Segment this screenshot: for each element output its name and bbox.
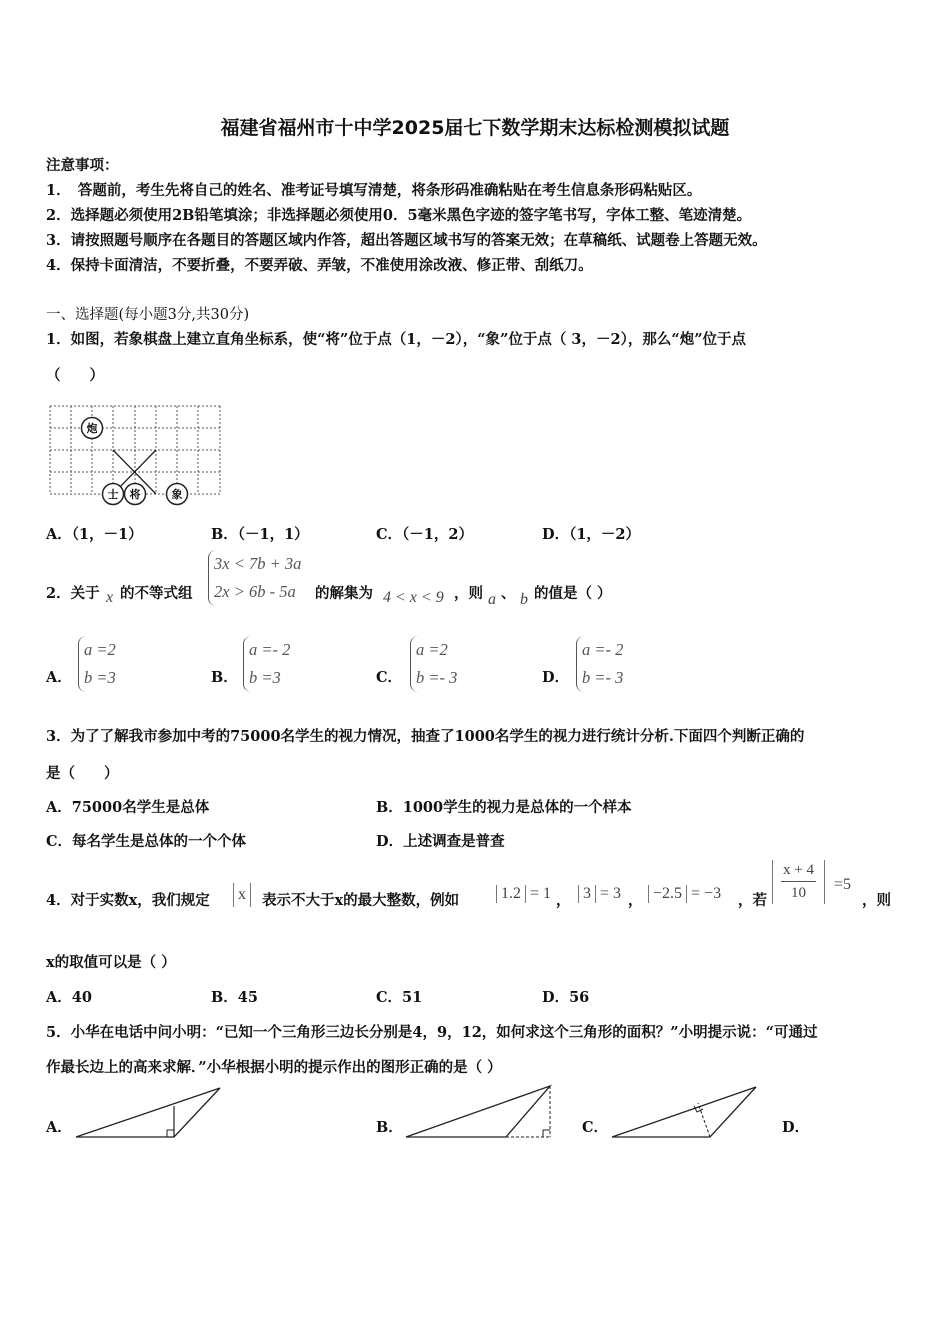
q4-mid: 表示不大于x的最大整数，例如 [262,892,460,909]
q4-option-b: B．45 [211,989,258,1006]
q1-option-d: D．（1，－2） [542,526,641,543]
q5-option-c: C． [582,1119,609,1136]
q2-middle: 的不等式组 [120,585,193,602]
q2-option-a: a =2 b =3 [78,636,116,692]
piece-xiang: 象 [171,488,183,501]
q5-option-b: B． [376,1119,403,1136]
q2-option-d-label: D． [542,669,570,686]
chessboard-figure [50,406,225,502]
q4-floor-x: x [233,883,251,907]
q2-option-d: a =- 2 b =- 3 [576,636,623,692]
q4-example-2: 3 = 3 [578,885,621,903]
section-heading: 一、选择题(每小题3分,共30分) [46,307,250,323]
q3-paren: 是（ ） [46,765,119,782]
q4-then: ，则 [862,892,891,909]
q5-text-2: 作最长边上的高来求解．”小华根据小明的提示作出的图形正确的是（ ） [46,1059,502,1076]
q4-prefix: 4．对于实数x，我们规定 [46,892,210,909]
q3-option-a: A．75000名学生是总体 [46,799,210,816]
q2-option-a-label: A． [46,669,72,686]
q4-line2: x的取值可以是（ ） [46,954,176,971]
q2-option-b: a =- 2 b =3 [243,636,290,692]
notice-item-3: 3．请按照题号顺序在各题目的答题区域内作答，超出答题区域书写的答案无效；在草稿纸、试题卷上答题无效。 [46,232,767,249]
q5-triangle-b [404,1084,554,1140]
q4-if: ，若 [738,892,767,909]
q2-var-x: x [106,589,114,606]
q1-text: 1．如图，若象棋盘上建立直角坐标系，使“将”位于点（1，－2），“象”位于点（ 3，－2），那么“炮”位于点 [46,331,747,348]
q4-option-c: C．51 [376,989,423,1006]
notice-heading: 注意事项： [46,157,119,174]
q2-option-c: a =2 b =- 3 [410,636,457,692]
piece-jiang: 将 [129,488,141,501]
q5-triangle-a [74,1086,224,1140]
q2-prefix: 2．关于 [46,585,100,602]
q5-text: 5．小华在电话中问小明：“已知一个三角形三边长分别是4，9，12，如何求这个三角形的面积？”小明提示说：“可通过 [46,1024,818,1041]
piece-shi: 士 [107,488,119,501]
q2-solution: 4 < x < 9 [383,589,444,606]
page-title: 福建省福州市十中学2025届七下数学期末达标检测模拟试题 [220,117,730,139]
q1-paren: （ ） [46,367,104,384]
q4-equals: =5 [834,876,852,893]
q5-option-d: D． [782,1119,810,1136]
q2-solution-label: 的解集为 [315,585,373,602]
q4-option-d: D．56 [542,989,590,1006]
q2-sep: 、 [501,585,516,602]
notice-item-2: 2．选择题必须使用2B铅笔填涂；非选择题必须使用0．5毫米黑色字迹的签字笔书写，字体工整、笔迹清楚。 [46,207,752,224]
q4-example-3: −2.5 = −3 [648,885,721,903]
q3-option-d: D．上述调查是普查 [376,833,505,850]
q5-triangle-c [610,1085,760,1140]
q4-option-a: A．40 [46,989,92,1006]
q2-var-a: a [488,591,496,608]
q3-text: 3．为了了解我市参加中考的75000名学生的视力情况，抽查了1000名学生的视力进行统计分析.下面四个判断正确的 [46,728,805,745]
q2-inequality-system: 3x < 7b + 3a 2x > 6b - 5a [208,550,301,606]
q5-option-a: A． [46,1119,72,1136]
q1-option-b: B．（－1，1） [211,526,309,543]
q1-option-c: C．（－1，2） [376,526,473,543]
q3-option-b: B．1000学生的视力是总体的一个样本 [376,799,632,816]
q2-var-b: b [520,591,528,608]
q4-floor-fraction: x + 4 10 [772,860,825,904]
notice-item-4: 4．保持卡面清洁，不要折叠，不要弄破、弄皱，不准使用涂改液、修正带、刮纸刀。 [46,257,593,274]
q2-then: ，则 [454,585,483,602]
notice-item-1: 1． 答题前，考生先将自己的姓名、准考证号填写清楚，将条形码准确粘贴在考生信息条形码粘贴区。 [46,182,702,199]
q3-option-c: C．每名学生是总体的一个个体 [46,833,247,850]
piece-pao: 炮 [86,422,98,435]
q2-option-b-label: B． [211,669,238,686]
q4-example-1: 1.2 = 1 [496,885,551,903]
q1-option-a: A．（1，－1） [46,526,143,543]
q2-suffix: 的值是（ ） [534,585,612,602]
q2-option-c-label: C． [376,669,403,686]
